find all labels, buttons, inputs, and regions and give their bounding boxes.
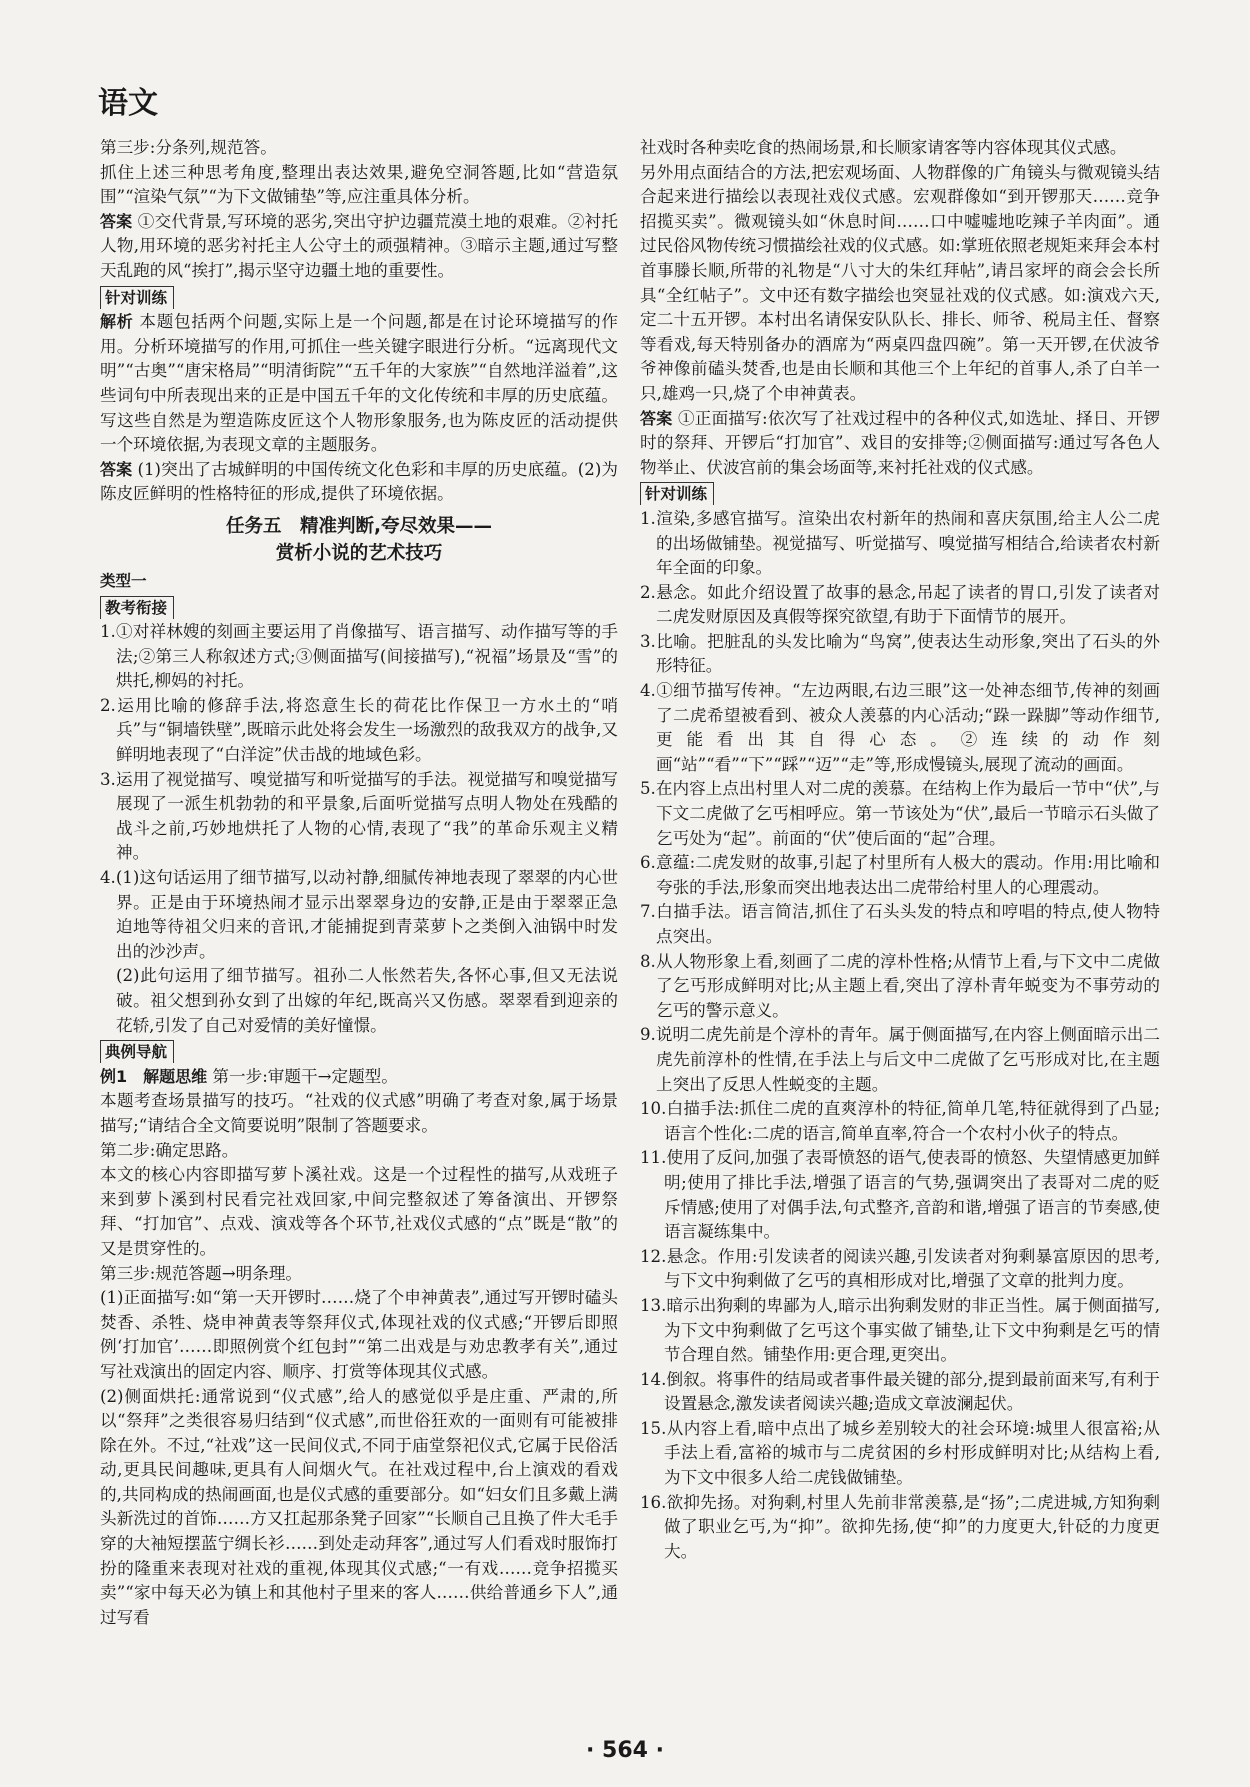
section-box-label: 教考衔接 [100,596,174,619]
list-item: 16.欲抑先扬。对狗剩,村里人先前非常羡慕,是“扬”;二虎进城,方知狗剩做了职业乞丐,为“抑”。欲抑先扬,使“抑”的力度更大,针砭的力度更大。 [640,1492,1160,1561]
answer-label: 答案 [640,408,673,428]
list-item: 15.从内容上看,暗中点出了城乡差别较大的社会环境:城里人很富裕;从手法上看,富裕的城市与二虎贫困的乡村形成鲜明对比;从结构上看,为下文中很多人给二虎钱做铺垫。 [640,1418,1160,1488]
paragraph: 社戏时各种卖吃食的热闹场景,和长顺家请客等内容体现其仪式感。 [640,138,1127,157]
answer-paragraph [100,458,618,507]
list-item: 3.运用了视觉描写、嗅觉描写和听觉描写的手法。视觉描写和嗅觉描写展现了一派生机勃勃的和平景象,后面听觉描写点明人物处在残酷的战斗之前,巧妙地烘托了人物的心情,表现了“我”的革命乐观主义精神。 [100,769,618,863]
list-item: 5.在内容上点出村里人对二虎的羡慕。在结构上作为最后一节中“伏”,与下文二虎做了乞丐相呼应。第一节该处为“伏”,最后一节暗示石头做了乞丐处为“起”。前面的“伏”使后面的“起”合理。 [640,779,1160,848]
paragraph: 第三步:分条列,规范答。 [100,138,277,157]
list-item: 8.从人物形象上看,刻画了二虎的淳朴性格;从情节上看,与下文中二虎做了乞丐形成鲜明对比;从主题上看,突出了淳朴青年蜕变为不事劳动的乞丐的警示意义。 [640,951,1160,1020]
list-item: 1.渲染,多感官描写。渲染出农村新年的热闹和喜庆氛围,给主人公二虎的出场做铺垫。视觉描写、听觉描写、嗅觉描写相结合,给读者农村新年全面的印象。 [640,508,1160,578]
page-subject-header: 语文 [98,86,158,121]
list-item: 7.白描手法。语言简洁,抓住了石头头发的特点和哼唱的特点,使人物特点突出。 [640,902,1160,946]
list-item: 2.运用比喻的修辞手法,将恣意生长的荷花比作保卫一方水土的“哨兵”与“铜墙铁壁”,既暗示此处将会发生一场激烈的敌我双方的战争,又鲜明地表现了“白洋淀”伏击战的地域色彩。 [100,695,618,765]
paragraph: 第二步:确定思路。 [100,1140,239,1160]
list-item: 6.意蕴:二虎发财的故事,引起了村里所有人极大的震动。作用:用比喻和夸张的手法,形象而突出地表达出二虎带给村里人的心理震动。 [640,853,1160,897]
answer-paragraph [640,407,1160,481]
list-item: 3.比喻。把脏乱的头发比喻为“鸟窝”,使表达生动形象,突出了石头的外形特征。 [640,631,1160,676]
section-title-line: 任务五 精准判断,夸尽效果—— [225,515,493,537]
page-number: · 564 · [586,1738,664,1763]
section-title-line: 赏析小说的艺术技巧 [275,542,443,564]
list-item: 4.(1)这句话运用了细节描写,以动衬静,细腻传神地表现了翠翠的内心世界。正是由于环境热闹才显示出翠翠身边的安静,正是由于翠翠正急迫地等待祖父归来的音讯,才能捕捉到青菜萝卜之类倒入油锅中时发出的沙沙声。 [100,868,618,961]
list-item: 4.①细节描写传神。“左边两眼,右边三眼”这一处神态细节,传神的刻画了二虎希望被看到、被众人羡慕的内心活动;“跺一跺脚”等动作细节,更能看出其自得心态。②连续的动作刻画“站”“看”“下”“踩”“迈”“走”等,形成慢镜头,展现了流动的画面。 [640,681,1160,774]
analysis-paragraph [100,310,618,458]
list-item: 1.①对祥林嫂的刻画主要运用了肖像描写、语言描写、动作描写等的手法;②第三人称叙述方式;③侧面描写(间接描写),“祝福”场景及“雪”的烘托,柳妈的衬托。 [100,622,618,691]
paragraph: (2)侧面烘托:通常说到“仪式感”,给人的感觉似乎是庄重、严肃的,所以“祭拜”之类很容易归结到“仪式感”,而世俗狂欢的一面则有可能被排除在外。不过,“社戏”这一民间仪式,不同于庙堂祭祀仪式,它属于民俗活动,更具民间趣味,更具有人间烟火气。在社戏过程中,台上演戏的看戏的,共同构成的热闹画面,也是仪式感的重要部分。如“妇女们且多戴上满头新洗过的首饰……方又扛起那条凳子回家”“长顺自己且换了件大毛手穿的大袖短摆蓝宁绸长衫……到处走动拜客”,通过写人们看戏时服饰打扮的隆重来表现对社戏的重视,体现其仪式感;“一有戏……竞争招揽买卖”“家中每天必为镇上和其他村子里来的客人……供给普通乡下人”,通过写看 [100,1386,618,1627]
example-label: 例1 解题思维 [100,1066,208,1086]
answer-label: 答案 [100,459,133,479]
paragraph: 抓住上述三种思考角度,整理出表达效果,避免空洞答题,比如“营造氛围”“渲染气氛”“为下文做铺垫”等,应注重具体分析。 [100,162,618,207]
answer-text: ①正面描写:依次写了社戏过程中的各种仪式,如选址、择日、开锣时的祭拜、开锣后“打加官”、戏目的安排等;②侧面描写:通过写各色人物举止、伏波宫前的集会场面等,来衬托社戏的仪式感。 [640,408,1160,477]
list-item: 9.说明二虎先前是个淳朴的青年。属于侧面描写,在内容上侧面暗示出二虎先前淳朴的性情,在手法上与后文中二虎做了乞丐形成对比,在主题上突出了反思人性蜕变的主题。 [640,1025,1160,1094]
answer-text: ①交代背景,写环境的恶劣,突出守护边疆荒漠土地的艰难。②衬托人物,用环境的恶劣衬托主人公守土的顽强精神。③暗示主题,通过写整天乱跑的风“挨打”,揭示坚守边疆土地的重要性。 [100,211,618,280]
type-label: 类型一 [100,571,147,590]
paragraph: 本文的核心内容即描写萝卜溪社戏。这是一个过程性的描写,从戏班子来到萝卜溪到村民看完社戏回家,中间完整叙述了筹备演出、开锣祭拜、“打加官”、点戏、演戏等各个环节,社戏仪式感的“点”既是“散”的又是贯穿性的。 [100,1165,618,1258]
analysis-text: 本题包括两个问题,实际上是一个问题,都是在讨论环境描写的作用。分析环境描写的作用,可抓住一些关键字眼进行分析。“远离现代文明”“古奥”“唐宋格局”“明清街院”“五千年的大家族”“自然地洋溢着”,这些词句中所表现出来的正是中国五千年的文化传统和丰厚的历史底蕴。写这些自然是为塑造陈皮匠这个人物形象服务,也为陈皮匠的活动提供一个环境依据,为表现文章的主题服务。 [100,312,618,455]
list-item: 14.倒叙。将事件的结局或者事件最关键的部分,提到最前面来写,有利于设置悬念,激发读者阅读兴趣;造成文章波澜起伏。 [640,1369,1160,1414]
section-box-label: 典例导航 [100,1040,174,1063]
section-box-label: 针对训练 [100,286,174,309]
analysis-label: 解析 [100,312,134,332]
answer-paragraph [100,210,618,284]
answer-label: 答案 [100,211,133,231]
example-heading [100,1065,618,1090]
list-item: (2)此句运用了细节描写。祖孙二人怅然若失,各怀心事,但又无法说破。祖父想到孙女到了出嫁的年纪,既高兴又伤感。翠翠看到迎亲的花轿,引发了自己对爱情的美好憧憬。 [116,966,618,1035]
left-column [100,136,618,1630]
example-text: 第一步:审题干→定题型。 [207,1066,398,1086]
list-item: 12.悬念。作用:引发读者的阅读兴趣,引发读者对狗剩暴富原因的思考,与下文中狗剩做了乞丐的真相形成对比,增强了文章的批判力度。 [640,1246,1160,1291]
paragraph: (1)正面描写:如“第一天开锣时……烧了个申神黄表”,通过写开锣时磕头焚香、杀牲、烧申神黄表等祭拜仪式,体现社戏的仪式感;“开锣后即照例‘打加官’……即照例赏个红包封”“第二出戏是与劝忠教孝有关”,通过写社戏演出的固定内容、顺序、打赏等体现其仪式感。 [100,1288,618,1381]
list-item: 11.使用了反问,加强了表哥愤怒的语气,使表哥的愤怒、失望情感更加鲜明;使用了排比手法,增强了语言的气势,强调突出了表哥对二虎的贬斥情感;使用了对偶手法,句式整齐,音韵和谐,增强了语言的节奏感,使语言凝练集中。 [640,1148,1160,1242]
section-title [100,513,618,567]
list-item: 13.暗示出狗剩的卑鄙为人,暗示出狗剩发财的非正当性。属于侧面描写,为下文中狗剩做了乞丐这个事实做了铺垫,让下文中狗剩是乞丐的情节合理自然。铺垫作用:更合理,更突出。 [640,1295,1160,1365]
answer-text: (1)突出了古城鲜明的中国传统文化色彩和丰厚的历史底蕴。(2)为陈皮匠鲜明的性格特征的形成,提供了环境依据。 [100,459,618,504]
section-box-label: 针对训练 [640,482,714,505]
paragraph: 第三步:规范答题→明条理。 [100,1263,303,1283]
paragraph: 本题考查场景描写的技巧。“社戏的仪式感”明确了考查对象,属于场景描写;“请结合全文简要说明”限制了答题要求。 [100,1091,618,1135]
right-column [640,136,1160,1564]
list-item: 2.悬念。如此介绍设置了故事的悬念,吊起了读者的胃口,引发了读者对二虎发财原因及真假等探究欲望,有助于下面情节的展开。 [640,582,1160,627]
paragraph: 另外用点面结合的方法,把宏观场面、人物群像的广角镜头与微观镜头结合起来进行描绘以表现社戏仪式感。宏观群像如“到开锣那天……竞争招揽买卖”。微观镜头如“休息时间……口中嘘嘘地吃辣子羊肉面”。通过民俗风物传统习惯描绘社戏的仪式感。如:掌班依照老规矩来拜会本村首事滕长顺,所带的礼物是“八寸大的朱红拜帖”,请吕家坪的商会会长所具“全红帖子”。文中还有数字描绘也突显社戏的仪式感。如:演戏六天,定二十五开锣。本村出名请保安队队长、排长、师爷、税局主任、督察等看戏,每天特别备办的酒席为“两桌四盘四碗”。第一天开锣,在伏波爷爷神像前磕头焚香,也是由长顺和其他三个上年纪的首事人,杀了白羊一只,雄鸡一只,烧了个申神黄表。 [640,162,1160,403]
list-item: 10.白描手法:抓住二虎的直爽淳朴的特征,简单几笔,特征就得到了凸显;语言个性化:二虎的语言,简单直率,符合一个农村小伙子的特点。 [640,1099,1160,1143]
